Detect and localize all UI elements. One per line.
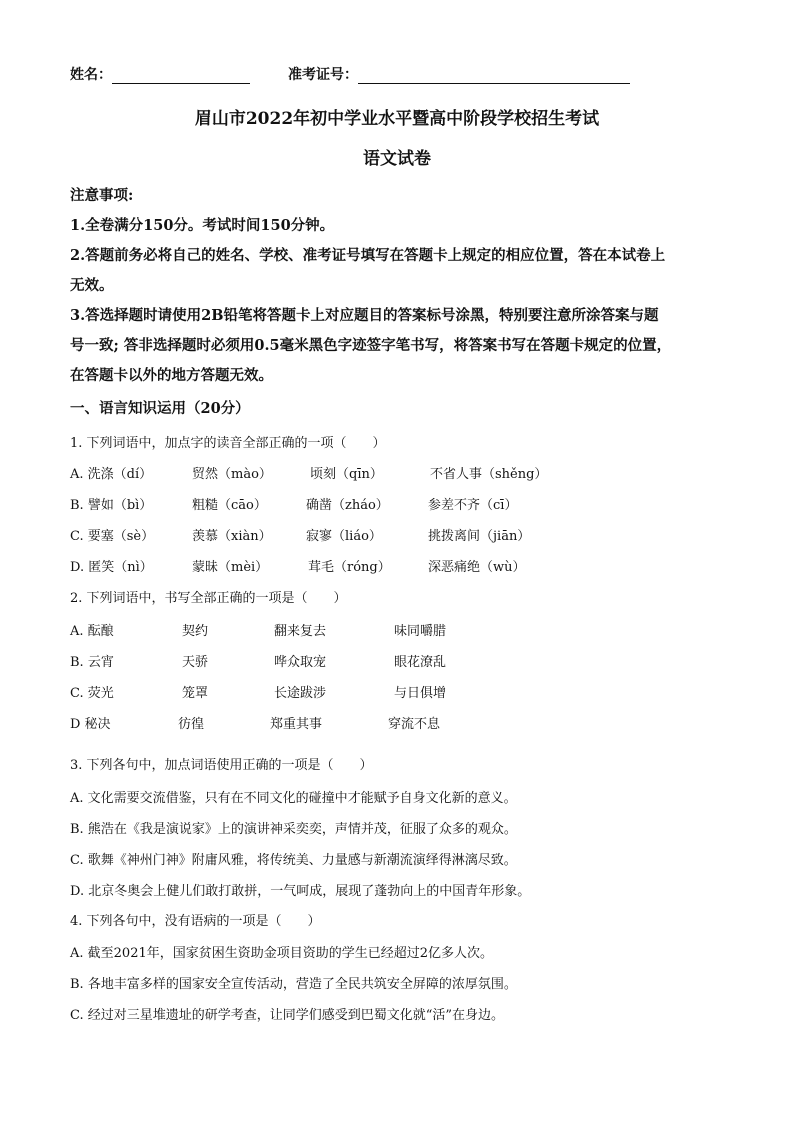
option-word: 契约 — [182, 624, 209, 639]
instruction-line: 号一致; 答非选择题时必须用0.5毫米黑色字迹签字笔书写，将答案书写在答题卡规定的位置， — [70, 337, 672, 354]
question-3-option-b[interactable]: B. 熊浩在《我是演说家》上的演讲神采奕奕，声情并茂，征服了众多的观众。 — [70, 822, 517, 837]
question-3-option-c[interactable]: C. 歌舞《神州门神》附庸风雅，将传统美、力量感与新潮流演绎得淋漓尽致。 — [70, 853, 517, 868]
exam-id-label: 准考证号： — [288, 67, 358, 83]
option-word: 眼花潦乱 — [394, 655, 447, 670]
exam-id-blank[interactable] — [358, 69, 630, 84]
option-word: 哗众取宠 — [274, 655, 327, 670]
option-word: 贸然（mào） — [192, 467, 272, 482]
option-word: 参差不齐（cī） — [428, 498, 518, 513]
instruction-line: 无效。 — [70, 277, 114, 294]
option-word: 不省人事（shěng） — [430, 467, 548, 482]
option-word: 郑重其事 — [270, 717, 323, 732]
option-word: 羡慕（xiàn） — [192, 529, 272, 544]
question-3-stem: 3. 下列各句中，加点词语使用正确的一项是（ ） — [70, 758, 373, 773]
question-2-stem: 2. 下列词语中，书写全部正确的一项是（ ） — [70, 591, 347, 606]
question-4-option-c[interactable]: C. 经过对三星堆遗址的研学考查，让同学们感受到巴蜀文化就“活”在身边。 — [70, 1008, 505, 1023]
option-word: 蒙昧（mèi） — [192, 560, 269, 575]
option-word: 味同嚼腊 — [394, 624, 447, 639]
option-word: 与日俱增 — [394, 686, 447, 701]
question-4-option-b[interactable]: B. 各地丰富多样的国家安全宣传活动，营造了全民共筑安全屏障的浓厚氛围。 — [70, 977, 517, 992]
option-word: 笼罩 — [182, 686, 209, 701]
section-heading: 一、语言知识运用（20分） — [70, 400, 250, 417]
option-word: D. 匿笑（nì） — [70, 560, 153, 575]
question-3-option-a[interactable]: A. 文化需要交流借鉴，只有在不同文化的碰撞中才能赋予自身文化新的意义。 — [70, 791, 517, 806]
instructions — [70, 181, 730, 391]
instruction-line: 1.全卷满分150分。考试时间150分钟。 — [70, 217, 335, 234]
option-word: C. 要塞（sè） — [70, 529, 155, 544]
option-word: C. 荧光 — [70, 686, 114, 701]
option-word: 穿流不息 — [388, 717, 441, 732]
option-word: 茸毛（róng） — [308, 560, 391, 575]
question-3-option-d[interactable]: D. 北京冬奥会上健儿们敢打敢拼，一气呵成，展现了蓬勃向上的中国青年形象。 — [70, 884, 531, 899]
option-word: A. 酝酿 — [70, 624, 114, 639]
instructions-heading: 注意事项: — [70, 187, 134, 204]
instruction-line: 3.答选择题时请使用2B铅笔将答题卡上对应题目的答案标号涂黑，特别要注意所涂答案与题 — [70, 307, 659, 324]
instruction-line: 2.答题前务必将自己的姓名、学校、准考证号填写在答题卡上规定的相应位置，答在本试卷上 — [70, 247, 666, 264]
option-word: 粗糙（cāo） — [192, 498, 267, 513]
option-word: 深恶痛绝（wù） — [428, 560, 526, 575]
option-word: D 秘决 — [70, 717, 111, 732]
question-4-stem: 4. 下列各句中，没有语病的一项是（ ） — [70, 914, 321, 929]
name-blank[interactable] — [112, 69, 250, 84]
option-word: A. 洗涤（dí） — [70, 467, 153, 482]
option-word: 天骄 — [182, 655, 209, 670]
option-word: 寂寥（liáo） — [306, 529, 382, 544]
option-word: 翻来复去 — [274, 624, 327, 639]
question-1-stem: 1. 下列词语中，加点字的读音全部正确的一项（ ） — [70, 436, 386, 451]
option-word: B. 譬如（bì） — [70, 498, 153, 513]
exam-subtitle: 语文试卷 — [363, 149, 431, 169]
option-word: 挑拨离间（jiān） — [428, 529, 531, 544]
instruction-line: 在答题卡以外的地方答题无效。 — [70, 367, 273, 384]
option-word: 确凿（zháo） — [306, 498, 389, 513]
option-word: 长途跋涉 — [274, 686, 327, 701]
option-word: B. 云宵 — [70, 655, 114, 670]
option-word: 顷刻（qīn） — [310, 467, 383, 482]
option-word: 彷徨 — [178, 717, 205, 732]
question-4-option-a[interactable]: A. 截至2021年，国家贫困生资助金项目资助的学生已经超过2亿多人次。 — [70, 946, 494, 961]
candidate-info-line — [70, 64, 630, 84]
exam-title: 眉山市2022年初中学业水平暨高中阶段学校招生考试 — [194, 109, 600, 129]
name-label: 姓名： — [70, 67, 112, 83]
